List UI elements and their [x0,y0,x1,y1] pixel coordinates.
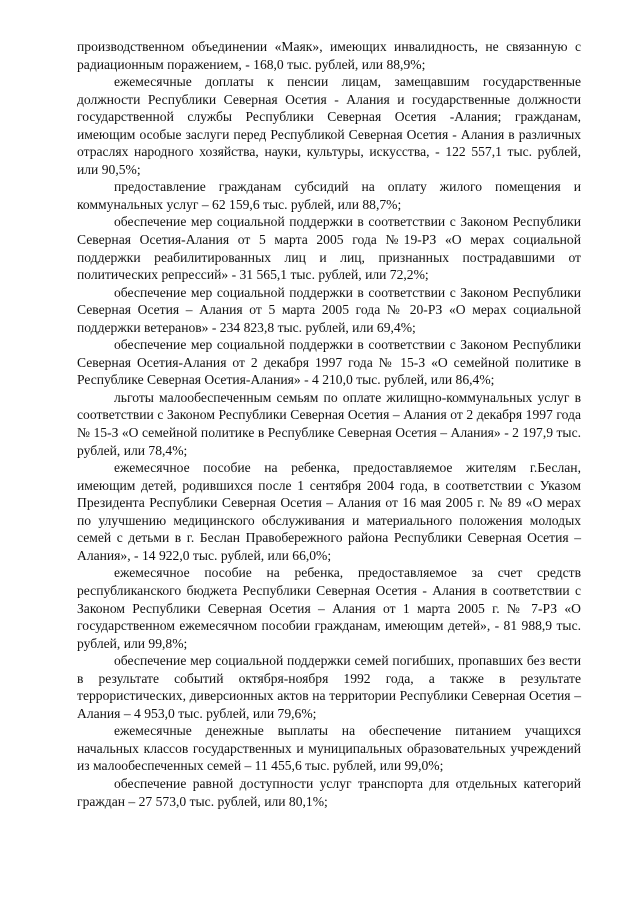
paragraph: льготы малообеспеченным семьям по оплате жилищно-коммунальных услуг в соответствии с Законом Республики Северная Осетия – Алания от 2 декабря 1997 года № 15-З «О семейной политике в Республике Северная Осетия – Алания» - 2 197,9 тыс. рублей, или 78,4%; [77,389,581,458]
paragraph: ежемесячное пособие на ребенка, предоставляемое за счет средств республиканского бюджета Республики Северная Осетия - Алания в соответствии с Законом Республики Северная Осетия – Алания от 1 марта 2005 г. № 7-РЗ «О государственном ежемесячном пособии гражданам, имеющим детей», - 81 988,9 тыс. рублей, или 99,8%; [77,565,581,651]
paragraph: предоставление гражданам субсидий на оплату жилого помещения и коммунальных услуг – 62 159,6 тыс. рублей, или 88,7%; [77,179,581,212]
paragraph: ежемесячные денежные выплаты на обеспечение питанием учащихся начальных классов государственных и муниципальных образовательных учреждений из малообеспеченных семей – 11 455,6 тыс. рублей, или 99,0%; [77,723,581,774]
paragraph: обеспечение мер социальной поддержки в соответствии с Законом Республики Северная Осетия-Алания от 2 декабря 1997 года № 15-З «О семейной политике в Республике Северная Осетия-Алания» - 4 210,0 тыс. рублей, или 86,4%; [77,337,581,388]
paragraph: обеспечение равной доступности услуг транспорта для отдельных категорий граждан – 27 573,0 тыс. рублей, или 80,1%; [77,775,581,809]
paragraph: обеспечение мер социальной поддержки семей погибших, пропавших без вести в результате событий октября-ноября 1992 года, а также в результате террористических, диверсионных актов на территории Республики Северная Осетия – Алания – 4 953,0 тыс. рублей, или 79,6%; [77,653,581,721]
paragraph: обеспечение мер социальной поддержки в соответствии с Законом Республики Северная Осетия-Алания от 5 марта 2005 года №19-РЗ «О мерах социальной поддержки реабилитированных лиц и лиц, признанных пострадавшими от политических репрессий» - 31 565,1 тыс. рублей, или 72,2%; [77,214,581,283]
document-page [77,38,581,810]
paragraph: ежемесячные доплаты к пенсии лицам, замещавшим государственные должности Республики Северная Осетия - Алания и государственные должности государственной службы Республики Северная Осетия -Алания; гражданам, имеющим особые заслуги перед Республикой Северная Осетия - Алания в различных отраслях народного хозяйства, науки, культуры, искусства, - 122 557,1 тыс. рублей, или 90,5%; [77,74,581,177]
paragraph: производственном объединении «Маяк», имеющих инвалидность, не связанную с радиационным поражением, - 168,0 тыс. рублей, или 88,9%; [77,39,581,72]
paragraph: ежемесячное пособие на ребенка, предоставляемое жителям г.Беслан, имеющим детей, родившихся после 1 сентября 2004 года, в соответствии с Указом Президента Республики Северная Осетия – Алания от 16 мая 2005 г. № 89 «О мерах по улучшению медицинского обслуживания и материального положения молодых семей с детьми в г. Беслан Правобережного района Республики Северная Осетия – Алания», - 14 922,0 тыс. рублей, или 66,0%; [77,460,581,563]
paragraph: обеспечение мер социальной поддержки в соответствии с Законом Республики Северная Осетия – Алания от 5 марта 2005 года № 20-РЗ «О мерах социальной поддержки ветеранов» - 234 823,8 тыс. рублей, или 69,4%; [77,284,581,335]
